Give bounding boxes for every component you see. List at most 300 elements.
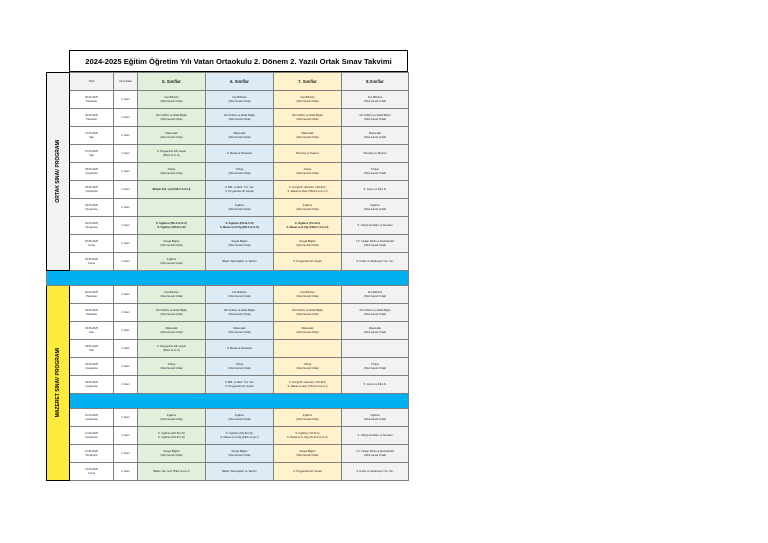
cell-line: İngilizce xyxy=(234,414,245,418)
lesson-cell: 2. Ders xyxy=(114,322,138,340)
exam-cell-7 xyxy=(274,322,342,340)
cell-line: S. İngilizce (7/A-B-C) xyxy=(294,222,321,226)
cell-line: (Okul Geneli Ortak) xyxy=(296,453,319,457)
exam-cell-7 xyxy=(274,163,342,181)
date-cell xyxy=(70,463,114,481)
cell-line: Salı xyxy=(89,135,94,139)
cell-line: (Okul Geneli Ortak) xyxy=(296,135,319,139)
cell-line: (Okul Geneli Ortak) xyxy=(363,117,387,121)
cell-line: Sosyal Bilgiler xyxy=(163,450,180,454)
cell-line: S. Gözgü B. Nesnelel. (7/E-B-C) xyxy=(288,381,327,385)
cell-line: Fen Bilimleri xyxy=(300,96,315,100)
exam-cell-8 xyxy=(342,109,409,127)
header-row xyxy=(47,73,409,91)
cell-line: (Okul Geneli Ortak) xyxy=(160,243,183,247)
cell-line: S. Peygamber Ef. Hayatı xyxy=(293,469,322,473)
cell-line: Türkçe xyxy=(235,168,244,172)
cell-line: Sosyal Bilgiler xyxy=(299,450,316,454)
exam-cell-7 xyxy=(274,91,342,109)
cell-line: (Okul Geneli Ortak) xyxy=(296,330,319,334)
cell-line: 28.05.2025 xyxy=(85,186,98,190)
date-cell xyxy=(70,199,114,217)
lesson-cell: 4. Ders xyxy=(114,253,138,271)
cell-line: 26.05.2025 xyxy=(85,114,98,118)
exam-cell-7 xyxy=(274,217,342,235)
date-cell xyxy=(70,376,114,394)
exam-cell-8 xyxy=(342,253,409,271)
date-cell xyxy=(70,127,114,145)
exam-cell-6 xyxy=(206,199,274,217)
date-cell xyxy=(70,253,114,271)
lesson-cell: 2. Ders xyxy=(114,358,138,376)
exam-cell-7 xyxy=(274,199,342,217)
cell-line: (Okul Geneli Ortak) xyxy=(296,117,319,121)
exam-cell-8 xyxy=(342,409,409,427)
separator-row xyxy=(47,271,409,286)
date-cell xyxy=(70,91,114,109)
cell-line: Matematik xyxy=(233,327,246,331)
exam-cell-7 xyxy=(274,463,342,481)
exam-cell-8 xyxy=(342,235,409,253)
exam-cell-8 xyxy=(342,358,409,376)
cell-line: 26.05.2025 xyxy=(85,96,98,100)
cell-line: (Okul Geneli Ortak) xyxy=(160,330,183,334)
exam-cell-6 xyxy=(206,322,274,340)
header-ders_saati: Ders Saati xyxy=(114,73,138,91)
cell-line: (Okul Geneli Ortak) xyxy=(296,207,319,211)
exam-cell-5 xyxy=(138,235,206,253)
lesson-cell: 4. Ders xyxy=(114,145,138,163)
header-g6: 6. Sınıflar xyxy=(206,73,274,91)
cell-line: (Okul Geneli Ortak) xyxy=(363,417,387,421)
cell-line: Fen Bilimleri xyxy=(232,291,247,295)
date-cell xyxy=(70,409,114,427)
cell-line: Perşembe xyxy=(85,225,98,229)
cell-line: Türkçe xyxy=(235,363,244,367)
cell-line: S. Kültür ve Medeniyet Yön. Ver. xyxy=(356,259,394,263)
cell-line: Pazartesi xyxy=(86,99,97,103)
cell-line: (Okul Geneli Ortak) xyxy=(160,312,183,316)
cell-line: (Okul Geneli Ortak) xyxy=(363,135,387,139)
exam-cell-8 xyxy=(342,286,409,304)
cell-line: Türkçe xyxy=(303,363,312,367)
cell-line: (Okul Geneli Ortak) xyxy=(363,207,387,211)
cell-line: S. İngilizce (5/A-B-C-D) xyxy=(158,435,185,439)
exam-cell-8 xyxy=(342,127,409,145)
lesson-cell: 4. Ders xyxy=(114,181,138,199)
cell-line: S. Gözgü Kuralları ve Nezaket xyxy=(357,433,393,437)
exam-cell-5 xyxy=(138,304,206,322)
exam-cell-6 xyxy=(206,217,274,235)
cell-line: Din Kültürü ve Ahlak Bilgisi xyxy=(156,114,187,118)
cell-line: (Okul Geneli Ortak) xyxy=(296,417,319,421)
cell-line: S. Bilfi. ve Med. Yön. Ver. xyxy=(224,186,255,190)
lesson-cell: 2. Ders xyxy=(114,235,138,253)
exam-cell-5 xyxy=(138,463,206,481)
exam-cell-7 xyxy=(274,253,342,271)
exam-cell-6 xyxy=(206,427,274,445)
cell-line: (Okul Geneli Ortak) xyxy=(228,366,251,370)
cell-line: S. Masal ve D.Ulg.(7/D-E-F-G-H-I-İ) xyxy=(286,435,329,439)
cell-line: (Okul Geneli Ortak) xyxy=(363,243,387,247)
cell-line: 30.05.2025 xyxy=(85,240,98,244)
cell-line: (Okul Geneli Ortak) xyxy=(160,366,183,370)
exam-cell-7 xyxy=(274,340,342,358)
cell-line: (Okul Geneli Ortak) xyxy=(363,330,387,334)
cell-line: Matematik xyxy=(301,132,314,136)
exam-cell-5 xyxy=(138,409,206,427)
exam-cell-8 xyxy=(342,340,409,358)
cell-line: 03.06.2025 xyxy=(85,345,98,349)
cell-line: Fen Bilimleri xyxy=(367,291,383,295)
exam-cell-5 xyxy=(138,427,206,445)
cell-line: (Okul Geneli Ortak) xyxy=(160,171,183,175)
cell-line: Matematik xyxy=(165,327,178,331)
cell-line: 04.06.2025 xyxy=(85,381,98,385)
lesson-cell: 2. Ders xyxy=(114,445,138,463)
table-row xyxy=(47,445,409,463)
cell-line: (Okul Geneli Ortak) xyxy=(363,99,387,103)
cell-line: Fen Bilimleri xyxy=(164,96,179,100)
exam-cell-7 xyxy=(274,145,342,163)
cell-line: S. İngilizce (5/E-F-G-H-I-İ) xyxy=(156,222,187,226)
exam-cell-8 xyxy=(342,163,409,181)
date-cell xyxy=(70,445,114,463)
cell-line: S. Masal ve D.Ulg.(7/D-E-F-G-H-I-İ) xyxy=(286,225,329,229)
exam-cell-5 xyxy=(138,145,206,163)
exam-cell-5 xyxy=(138,127,206,145)
page-title: 2024-2025 Eğitim Öğretim Yılı Vatan Ortaokulu 2. Dönem 2. Yazılı Ortak Sınav Takvimi xyxy=(69,50,408,72)
exam-cell-5 xyxy=(138,445,206,463)
cell-line: (Okul Geneli Ortak) xyxy=(363,312,387,316)
cell-line: (Okul Geneli Ortak) xyxy=(160,453,183,457)
exam-cell-8 xyxy=(342,427,409,445)
header-g5: 5. Sınıflar xyxy=(138,73,206,91)
lesson-cell: 2. Ders xyxy=(114,91,138,109)
exam-cell-5 xyxy=(138,322,206,340)
table-row xyxy=(47,253,409,271)
exam-cell-8 xyxy=(342,463,409,481)
lesson-cell: 2. Ders xyxy=(114,163,138,181)
separator-cell xyxy=(70,394,409,409)
exam-cell-7 xyxy=(274,127,342,145)
table-row xyxy=(47,145,409,163)
cell-line: S. Peygamber Efl. Hayatı xyxy=(156,150,187,154)
table-row xyxy=(47,358,409,376)
cell-line: 10.06.2025 xyxy=(85,414,98,418)
cell-line: T.C. İnkılap Tarihi ve Atatürkçülük xyxy=(355,450,395,454)
cell-line: Bilişim Teknolojileri ve Yazılım xyxy=(222,469,257,473)
side-label-ortak-label: ORTAK SINAV PROGRAMI xyxy=(55,140,61,203)
exam-cell-6 xyxy=(206,286,274,304)
date-cell xyxy=(70,427,114,445)
exam-cell-8 xyxy=(342,304,409,322)
exam-cell-6 xyxy=(206,181,274,199)
cell-line: Matematik xyxy=(233,132,246,136)
cell-line: (Okul Geneli Ortak) xyxy=(296,99,319,103)
table-row xyxy=(47,322,409,340)
header-g8: 8.Sınıflar xyxy=(342,73,409,91)
side-label-ortak xyxy=(47,73,70,271)
exam-cell-8 xyxy=(342,322,409,340)
date-cell xyxy=(70,217,114,235)
cell-line: Bilişim Teknolojileri ve Yazılım xyxy=(222,259,257,263)
cell-line: Matematik xyxy=(369,132,381,136)
cell-line: (Okul Geneli Ortak) xyxy=(228,207,251,211)
cell-line: S. Çevre ve İklim D. xyxy=(363,187,387,191)
side-label-mazeret-label: MAZERET SINAV PROGRAMI xyxy=(55,348,61,418)
exam-cell-6 xyxy=(206,145,274,163)
date-cell xyxy=(70,286,114,304)
exam-cell-8 xyxy=(342,376,409,394)
cell-line: Din Kültürü ve Ahlak Bilgisi xyxy=(359,114,391,118)
exam-cell-5 xyxy=(138,376,206,394)
cell-line: Cuma xyxy=(88,243,95,247)
cell-line: S. Bilfi. ve Med. Yön. Ver. xyxy=(224,381,255,385)
cell-line: Din Kültürü ve Ahlak Bilgisi xyxy=(156,309,187,313)
cell-line: (Okul Geneli Ortak) xyxy=(228,330,251,334)
cell-line: S. Gözgü Kuralları ve Nezaket xyxy=(357,223,393,227)
exam-cell-6 xyxy=(206,109,274,127)
table-row xyxy=(47,286,409,304)
cell-line: Matematik xyxy=(369,327,381,331)
cell-line: (Okul Geneli Ortak) xyxy=(160,135,183,139)
exam-cell-7 xyxy=(274,427,342,445)
table-row xyxy=(47,340,409,358)
cell-line: Cuma xyxy=(88,471,95,475)
cell-line: (Okul Geneli Ortak) xyxy=(228,453,251,457)
cell-line: Salı xyxy=(89,348,94,352)
cell-line: (Okul Geneli Ortak) xyxy=(228,243,251,247)
cell-line: Türkçe xyxy=(167,168,176,172)
date-cell xyxy=(70,181,114,199)
lesson-cell: 2. Ders xyxy=(114,409,138,427)
separator-row xyxy=(47,394,409,409)
cell-line: Salı xyxy=(89,153,94,157)
cell-line: (Okul Geneli Ortak) xyxy=(296,366,319,370)
exam-cell-8 xyxy=(342,199,409,217)
schedule-table xyxy=(46,72,409,481)
exam-cell-8 xyxy=(342,145,409,163)
date-cell xyxy=(70,145,114,163)
cell-line: 03.06.2025 xyxy=(85,327,98,331)
cell-line: Matematik xyxy=(301,327,314,331)
cell-line: Fen Bilimleri xyxy=(164,291,179,295)
exam-cell-8 xyxy=(342,445,409,463)
cell-line: Din Kültürü ve Ahlak Bilgisi xyxy=(292,114,323,118)
cell-line: Türkçe xyxy=(167,363,176,367)
exam-cell-6 xyxy=(206,340,274,358)
cell-line: İngilizce xyxy=(370,204,380,208)
cell-line: S. Peygamber Efl. Hayatı xyxy=(156,345,187,349)
exam-cell-7 xyxy=(274,181,342,199)
exam-cell-5 xyxy=(138,199,206,217)
cell-line: İngilizce xyxy=(370,414,380,418)
exam-cell-6 xyxy=(206,127,274,145)
cell-line: Teknoloji ve Tasarım xyxy=(363,151,387,155)
cell-line: Fen Bilimleri xyxy=(232,96,247,100)
table-row xyxy=(47,163,409,181)
exam-cell-6 xyxy=(206,463,274,481)
exam-cell-8 xyxy=(342,91,409,109)
exam-cell-6 xyxy=(206,358,274,376)
cell-line: S. Masal ve Dest.(7/D-E-F-G-H-I-İ) xyxy=(287,384,328,388)
exam-cell-7 xyxy=(274,376,342,394)
table-row xyxy=(47,91,409,109)
exam-cell-7 xyxy=(274,358,342,376)
table-row xyxy=(47,217,409,235)
lesson-cell: 4. Ders xyxy=(114,217,138,235)
cell-line: Çarşamba xyxy=(85,189,98,193)
cell-line: S. Peygamber Ef. Hayatı xyxy=(225,189,254,193)
cell-line: S. Masal ve Dest.(7/D-E-F-G-H-I-İ) xyxy=(287,189,328,193)
table-row xyxy=(47,127,409,145)
exam-cell-5 xyxy=(138,286,206,304)
lesson-cell: 2. Ders xyxy=(114,127,138,145)
cell-line: Sosyal Bilgiler xyxy=(299,240,316,244)
cell-line: Pazartesi xyxy=(86,294,97,298)
cell-line: Sosyal Bilgiler xyxy=(163,240,180,244)
cell-line: Din Kültürü ve Ahlak Bilgisi xyxy=(292,309,323,313)
exam-cell-7 xyxy=(274,235,342,253)
cell-line: (Okul Geneli Ortak) xyxy=(160,417,183,421)
cell-line: (Okul Geneli Ortak) xyxy=(228,312,251,316)
cell-line: (Okul Geneli Ortak) xyxy=(296,243,319,247)
exam-cell-6 xyxy=(206,445,274,463)
cell-line: 28.05.2025 xyxy=(85,168,98,172)
header-tarih: Tarih xyxy=(70,73,114,91)
cell-line: (Okul Geneli Ortak) xyxy=(160,99,183,103)
cell-line: Sosyal Bilgiler xyxy=(231,240,248,244)
cell-line: Din Kültürü ve Ahlak Bilgisi xyxy=(224,114,255,118)
cell-line: Perşembe xyxy=(85,453,98,457)
cell-line: (Okul Geneli Ortak) xyxy=(228,171,251,175)
table-row xyxy=(47,376,409,394)
date-cell xyxy=(70,304,114,322)
cell-line: Çarşamba xyxy=(85,435,98,439)
exam-cell-8 xyxy=(342,217,409,235)
cell-line: Teknoloji ve Tasarım xyxy=(295,151,320,155)
cell-line: Bilişim Tek. sınıf (5/E-F-G-H-I-İ) xyxy=(152,187,191,191)
table-row xyxy=(47,109,409,127)
cell-line: Sosyal Bilgiler xyxy=(231,450,248,454)
exam-cell-7 xyxy=(274,286,342,304)
cell-line: (Okul Geneli Ortak) xyxy=(228,417,251,421)
table-row xyxy=(47,181,409,199)
cell-line: Bilişim Tek. sınıf (5/E-F-G-H-I-İ) xyxy=(153,469,190,473)
cell-line: (Okul Geneli Ortak) xyxy=(160,261,183,265)
cell-line: T.C. İnkılap Tarihi ve Atatürkçülük xyxy=(355,240,395,244)
exam-cell-5 xyxy=(138,181,206,199)
cell-line: 02.06.2025 xyxy=(85,309,98,313)
cell-line: Türkçe xyxy=(371,168,379,172)
cell-line: 27.05.2025 xyxy=(85,150,98,154)
separator-cell xyxy=(47,271,409,286)
cell-line: (Okul Geneli Ortak) xyxy=(296,171,319,175)
cell-line: (Okul Geneli Ortak) xyxy=(363,294,387,298)
cell-line: Türkçe xyxy=(303,168,312,172)
cell-line: (Okul Geneli Ortak) xyxy=(228,294,251,298)
cell-line: S. Kültür ve Medeniyet Yön. Ver. xyxy=(356,469,394,473)
lesson-cell: 4. Ders xyxy=(114,340,138,358)
exam-cell-6 xyxy=(206,304,274,322)
cell-line: Çarşamba xyxy=(85,417,98,421)
cell-line: Cuma xyxy=(88,261,95,265)
cell-line: Matematik xyxy=(165,132,178,136)
exam-cell-5 xyxy=(138,91,206,109)
cell-line: Türkçe xyxy=(371,363,379,367)
cell-line: S. Peygamber Ef. Hayatı xyxy=(293,259,322,263)
date-cell xyxy=(70,163,114,181)
exam-cell-5 xyxy=(138,217,206,235)
side-label-mazeret xyxy=(47,286,70,481)
cell-line: S. İngilizce (6/A-B-C-D) xyxy=(226,432,253,436)
exam-cell-6 xyxy=(206,253,274,271)
cell-line: (Okul Geneli Ortak) xyxy=(363,171,387,175)
cell-line: S. İngilizce (5/D-B-C-D) xyxy=(157,225,186,229)
exam-cell-6 xyxy=(206,91,274,109)
cell-line: (Okul Geneli Ortak) xyxy=(363,366,387,370)
exam-cell-6 xyxy=(206,235,274,253)
cell-line: İngilizce xyxy=(302,414,313,418)
cell-line: İngilizce xyxy=(166,258,177,262)
exam-cell-5 xyxy=(138,163,206,181)
cell-line: Pazartesi xyxy=(86,117,97,121)
cell-line: Fen Bilimleri xyxy=(300,291,315,295)
cell-line: S. İngilizce (6/A-B-C-D) xyxy=(225,222,254,226)
date-cell xyxy=(70,322,114,340)
date-cell xyxy=(70,340,114,358)
cell-line: S. Çevre ve İklim D. xyxy=(363,382,387,386)
lesson-cell: 2. Ders xyxy=(114,199,138,217)
exam-cell-7 xyxy=(274,304,342,322)
cell-line: S. Peygamber Ef. Hayatı xyxy=(225,384,254,388)
exam-cell-7 xyxy=(274,409,342,427)
lesson-cell: 4. Ders xyxy=(114,376,138,394)
exam-cell-7 xyxy=(274,445,342,463)
cell-line: 02.06.2025 xyxy=(85,291,98,295)
exam-cell-6 xyxy=(206,376,274,394)
cell-line: Din Kültürü ve Ahlak Bilgisi xyxy=(359,309,391,313)
cell-line: Çarşamba xyxy=(85,366,98,370)
cell-line: S. Masal ve D.Ulg.(6/E-F-G-H-I-İ) xyxy=(219,225,260,229)
exam-cell-5 xyxy=(138,358,206,376)
cell-line: İngilizce xyxy=(234,204,245,208)
cell-line: 13.06.2025 xyxy=(85,468,98,472)
cell-line: (5/E-F-G-H-I-İ) xyxy=(163,153,180,157)
exam-cell-5 xyxy=(138,109,206,127)
cell-line: S. İngilizce (7/A-B-C) xyxy=(295,432,320,436)
table-row xyxy=(47,463,409,481)
lesson-cell: 4. Ders xyxy=(114,427,138,445)
cell-line: İngilizce xyxy=(166,414,177,418)
cell-line: (Okul Geneli Ortak) xyxy=(160,117,183,121)
cell-line: (Okul Geneli Ortak) xyxy=(228,135,251,139)
cell-line: 30.05.2025 xyxy=(85,258,98,262)
cell-line: S. Gözgü B. Nesnelel. (7/E-B-C) xyxy=(288,186,327,190)
cell-line: 04.06.2025 xyxy=(85,363,98,367)
cell-line: S. Masal ve D.Ulg.(6/E-F-G-H-I-İ) xyxy=(220,435,259,439)
table-row xyxy=(47,409,409,427)
date-cell xyxy=(70,109,114,127)
cell-line: (Okul Geneli Ortak) xyxy=(296,312,319,316)
cell-line: 29.05.2025 xyxy=(85,222,98,226)
cell-line: 11.06.2025 xyxy=(85,432,98,436)
exam-cell-5 xyxy=(138,253,206,271)
cell-line: Çarşamba xyxy=(85,171,98,175)
cell-line: Perşembe xyxy=(85,207,98,211)
exam-cell-5 xyxy=(138,340,206,358)
